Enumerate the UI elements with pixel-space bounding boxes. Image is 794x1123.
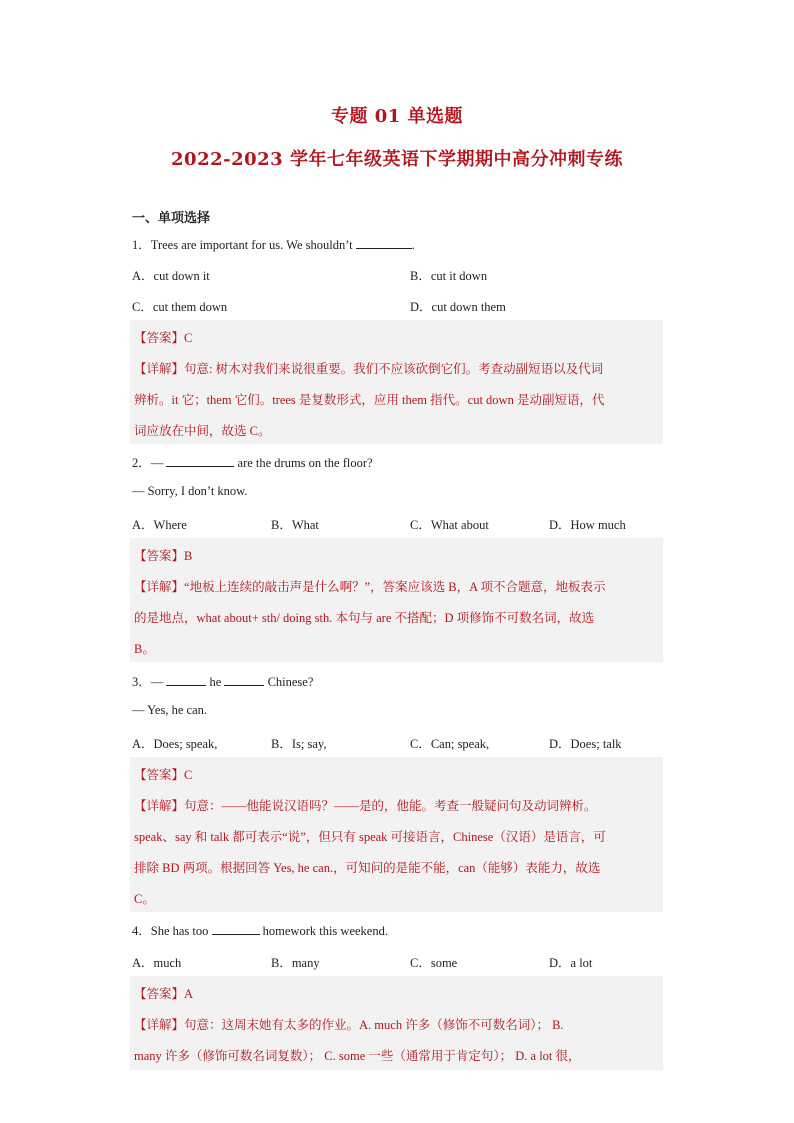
q2-answer: 【答案】B <box>134 548 193 563</box>
q2-option-a: A．Where <box>132 518 187 532</box>
q4-explain-line-1: 【详解】句意：这周末她有太多的作业。A. much 许多（修饰不可数名词）； B. <box>134 1017 564 1032</box>
q3-explain-line-3: 排除 BD 两项。根据回答 Yes, he can.，可知问的是能不能，can（能够）表能力，故选 <box>134 861 601 875</box>
q1-option-d: D．cut down them <box>410 300 506 314</box>
question-3-reply: — Yes, he can. <box>132 703 207 717</box>
q3-option-d: D．Does; talk <box>549 737 622 751</box>
q4-explain-line-2: many 许多（修饰可数名词复数）； C. some 一些（通常用于肯定句）； D. a lot 很， <box>134 1049 581 1063</box>
q3-explain-line-1: 【详解】句意：——他能说汉语吗？——是的，他能。考查一般疑问句及动词辨析。 <box>134 798 597 813</box>
q4-answer: 【答案】A <box>134 986 194 1001</box>
answer-blank <box>224 673 264 686</box>
document-subtitle: 2022-2023 学年七年级英语下学期期中高分冲刺专练 <box>171 149 623 170</box>
q2-explain-line-2: 的是地点，what about+ sth/ doing sth. 本句与 are 不搭配；D 项修饰不可数名词，故选 <box>134 611 595 625</box>
question-2-stem: 2．— are the drums on the floor? <box>132 456 373 470</box>
document-title: 专题 01 单选题 <box>330 106 464 127</box>
q3-option-c: C．Can; speak, <box>410 737 490 751</box>
q2-explain-line-1: 【详解】“地板上连续的敲击声是什么啊？”，答案应该选 B，A 项不合题意，地板表示 <box>134 579 606 594</box>
section-heading: 一、单项选择 <box>132 211 211 226</box>
q1-option-c: C．cut them down <box>132 300 228 314</box>
q3-explain-line-4: C。 <box>134 892 155 906</box>
answer-blank <box>212 922 260 935</box>
answer-blank <box>166 454 234 467</box>
question-4-stem: 4．She has too homework this weekend. <box>132 924 388 938</box>
q2-option-c: C．What about <box>410 518 489 532</box>
q2-explain-line-3: B。 <box>134 642 155 656</box>
question-1-stem: 1．Trees are important for us. We shouldn’t . <box>132 238 415 252</box>
q1-explain-line-2: 辨析。it 它；them 它们。trees 是复数形式，应用 them 指代。cut down 是动副短语，代 <box>134 393 605 407</box>
q3-option-a: A．Does; speak, <box>132 737 218 751</box>
q3-option-b: B．Is; say, <box>271 737 327 751</box>
answer-blank <box>356 236 412 249</box>
q2-option-d: D．How much <box>549 518 626 532</box>
q1-option-b: B．cut it down <box>410 269 488 283</box>
q4-option-d: D．a lot <box>549 956 593 970</box>
q2-option-b: B．What <box>271 518 319 532</box>
q1-explain-line-3: 词应放在中间，故选 C。 <box>134 424 271 438</box>
q1-explain-line-1: 【详解】句意: 树木对我们来说很重要。我们不应该砍倒它们。考查动副短语以及代词 <box>134 361 604 376</box>
question-2-reply: — Sorry, I don’t know. <box>132 484 248 498</box>
q1-option-a: A．cut down it <box>132 269 210 283</box>
q3-explain-line-2: speak、say 和 talk 都可表示“说”，但只有 speak 可接语言，Chinese（汉语）是语言，可 <box>134 830 606 844</box>
q4-option-b: B．many <box>271 956 320 970</box>
q4-option-a: A．much <box>132 956 182 970</box>
q3-answer: 【答案】C <box>134 767 193 782</box>
q1-answer: 【答案】C <box>134 330 193 345</box>
q4-option-c: C．some <box>410 956 458 970</box>
question-3-stem: 3．— he Chinese? <box>132 675 314 689</box>
answer-blank <box>166 673 206 686</box>
q2-answer-box <box>130 538 663 662</box>
